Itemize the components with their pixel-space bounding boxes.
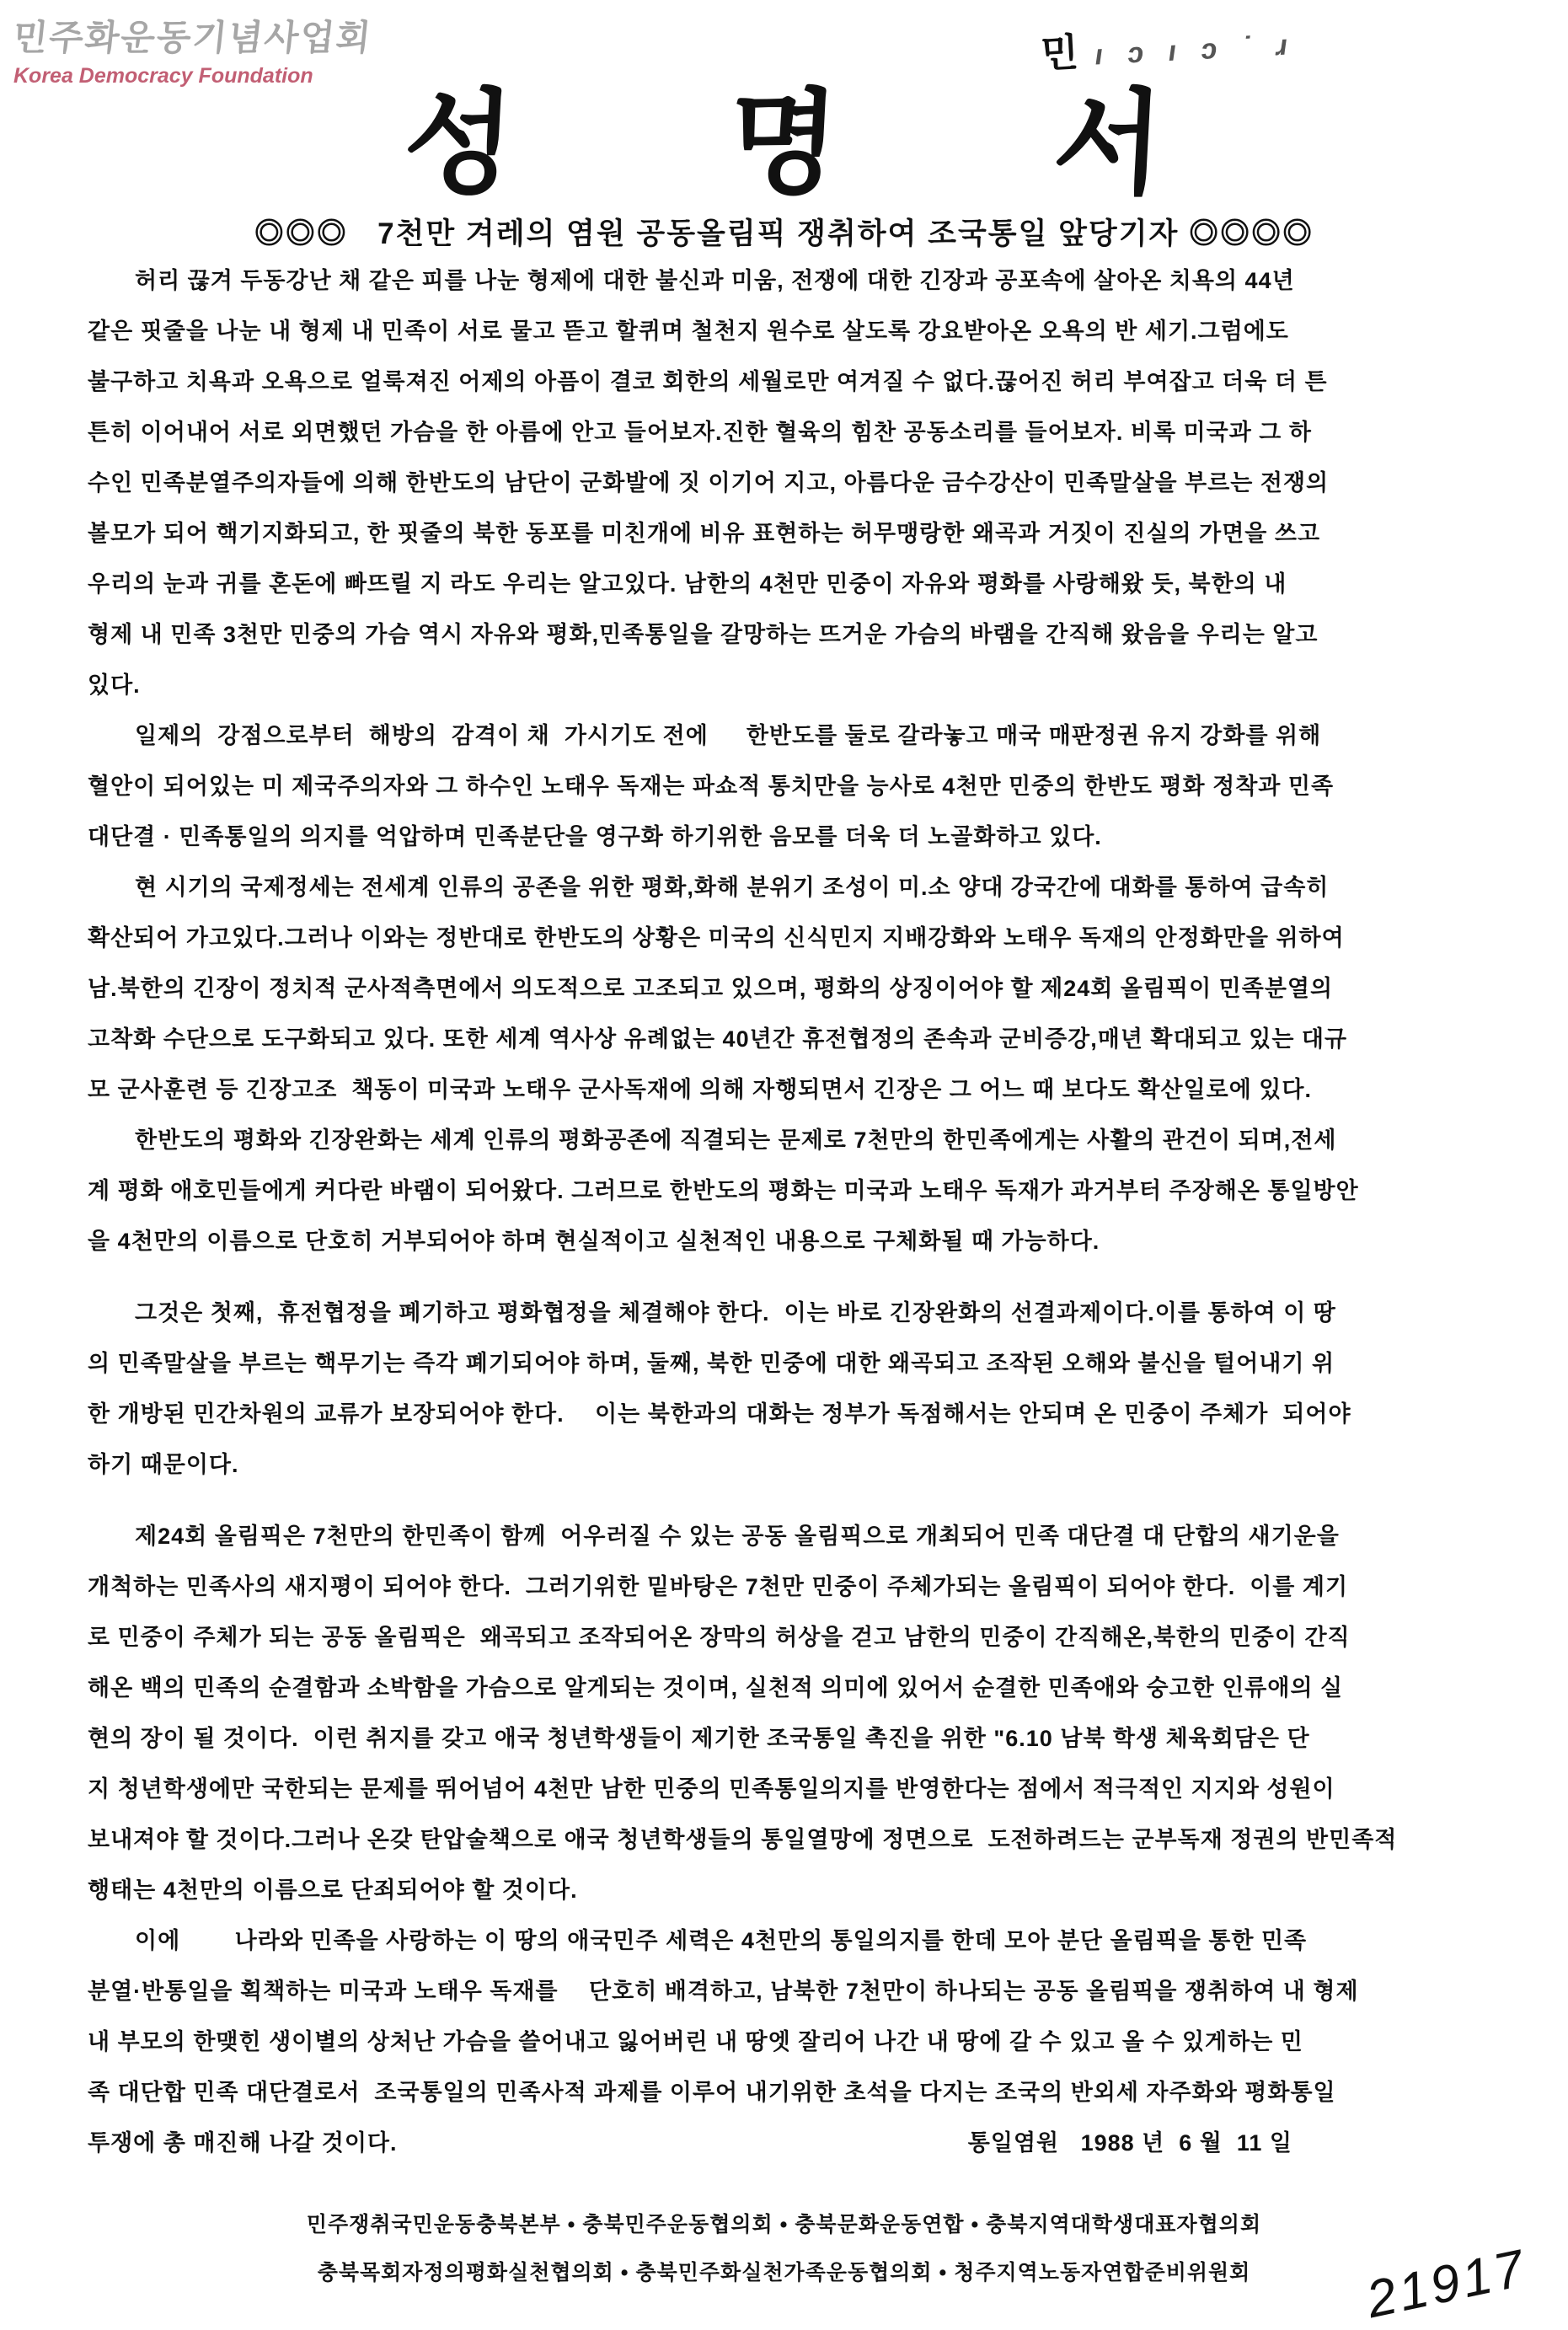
logo-korean-text: 민주화운동기념사업회: [11, 17, 375, 58]
body-line: 분열·반통일을 획책하는 미국과 노태우 독재를 단호히 배격하고, 남북한 7천만이 하나되는 공동 올림픽을 쟁취하여 내 형제: [88, 1979, 1359, 2004]
paragraph: [88, 710, 1469, 862]
title-row: [0, 52, 1568, 216]
body-line: 해온 백의 민족의 순결함과 소박함을 가슴으로 알게되는 것이며, 실천적 의미에 있어서 순결한 민족애와 숭고한 인류애의 실: [88, 1675, 1344, 1701]
body-line: 로 민중이 주체가 되는 공동 올림픽은 왜곡되고 조작되어온 장막의 허상을 걷고 남한의 민중이 간직해온,북한의 민중이 간직: [88, 1625, 1351, 1650]
body-line: 불구하고 치욕과 오욕으로 얼룩져진 어제의 아픔이 결코 회한의 세월로만 여겨질 수 없다.끊어진 허리 부여잡고 더욱 더 튼: [88, 369, 1328, 394]
body-line: 혈안이 되어있는 미 제국주의자와 그 하수인 노태우 독재는 파쇼적 통치만을 능사로 4천만 민중의 한반도 평화 정착과 민족: [88, 774, 1335, 799]
subtitle-slogan: ◎◎◎ 7천만 겨레의 염원 공동올림픽 쟁취하여 조국통일 앞당기자 ◎◎◎◎: [254, 217, 1314, 250]
body-line: 지 청년학생에만 국한되는 문제를 뛰어넘어 4천만 남한 민중의 민족통일의지를 반영한다는 점에서 적극적인 지지와 성원이: [88, 1776, 1335, 1802]
handwritten-archive-number: 21917: [1361, 2238, 1533, 2330]
logo-english-text: Korea Democracy Foundation: [13, 64, 313, 88]
body-line: 제24회 올림픽은 7천만의 한민족이 함께 어우러질 수 있는 공동 올림픽으로 개최되어 민족 대단결 대 단합의 새기운을: [88, 1524, 1340, 1549]
page-title: 성명서: [400, 76, 1382, 210]
body-line: 남.북한의 긴장이 정치적 군사적측면에서 의도적으로 고조되고 있으며, 평화의 상징이어야 할 제24회 올림픽이 민족분열의: [88, 976, 1334, 1001]
body-text: [88, 255, 1469, 2168]
body-line: 한 개방된 민간차원의 교류가 보장되어야 한다. 이는 북한과의 대화는 정부가 독점해서는 안되며 온 민중이 주체가 되어야: [88, 1401, 1351, 1427]
body-line: 우리의 눈과 귀를 혼돈에 빠뜨릴 지 라도 우리는 알고있다. 남한의 4천만 민중이 자유와 평화를 사랑해왔 듯, 북한의 내: [88, 571, 1287, 597]
footer-line: 민주쟁취국민운동충북본부 • 충북민주운동협의회 • 충북문화운동연합 • 충북지역대학생대표자협의회: [306, 2213, 1262, 2236]
paragraph-list: [88, 255, 1469, 2118]
paragraph: [88, 862, 1469, 1115]
body-line: 을 4천만의 이름으로 단호히 거부되어야 하며 현실적이고 실천적인 내용으로 구체화될 때 가능하다.: [88, 1229, 1100, 1254]
body-line: 계 평화 애호민들에게 커다란 바램이 되어왔다. 그러므로 한반도의 평화는 미국과 노태우 독재가 과거부터 주장해온 통일방안: [88, 1178, 1359, 1203]
date-stamp: 통일염원 1988 년 6 월 11 일: [967, 2130, 1292, 2156]
body-line: 일제의 강점으로부터 해방의 감격이 채 가시기도 전에 한반도를 둘로 갈라놓고 매국 매판정권 유지 강화를 위해: [88, 723, 1322, 748]
body-line: 대단결 · 민족통일의 의지를 억압하며 민족분단을 영구화 하기위한 음모를 더욱 더 노골화하고 있다.: [88, 824, 1102, 849]
footer-line: 충북목회자정의평화실천협의회 • 충북민주화실천가족운동협의회 • 청주지역노동자연합준비위원회: [317, 2261, 1251, 2284]
body-line: 한반도의 평화와 긴장완화는 세계 인류의 평화공존에 직결되는 문제로 7천만의 한민족에게는 사활의 관건이 되며,전세: [88, 1128, 1337, 1153]
body-line: 모 군사훈련 등 긴장고조 책동이 미국과 노태우 군사독재에 의해 자행되면서 긴장은 그 어느 때 보다도 확산일로에 있다.: [88, 1077, 1312, 1102]
handwritten-char: 민: [1040, 29, 1080, 76]
body-line: 같은 핏줄을 나눈 내 형제 내 민족이 서로 물고 뜯고 할퀴며 철천지 원수로 살도록 강요받아온 오욕의 반 세기.그럼에도: [88, 319, 1289, 344]
paragraph: [88, 255, 1469, 710]
body-line: 내 부모의 한맺힌 생이별의 상처난 가슴을 쓸어내고 잃어버린 내 땅엣 잘리어 나간 내 땅에 갈 수 있고 올 수 있게하는 민: [88, 2029, 1303, 2054]
closing-row: [88, 2118, 1469, 2168]
body-line: 볼모가 되어 핵기지화되고, 한 핏줄의 북한 동포를 미친개에 비유 표현하는 허무맹랑한 왜곡과 거짓이 진실의 가면을 쓰고: [88, 521, 1321, 546]
body-line: 개척하는 민족사의 새지평이 되어야 한다. 그러기위한 밑바탕은 7천만 민중이 주체가되는 올림픽이 되어야 한다. 이를 계기: [88, 1574, 1349, 1599]
body-line: 이에 나라와 민족을 사랑하는 이 땅의 애국민주 세력은 4천만의 통일의지를 한데 모아 분단 올림픽을 통한 민족: [88, 1928, 1308, 1953]
handwritten-scribble: ı ɔ ı ɔ ˙ ɹ: [1078, 29, 1297, 72]
body-line: 형제 내 민족 3천만 민중의 가슴 역시 자유와 평화,민족통일을 갈망하는 뜨거운 가슴의 바램을 간직해 왔음을 우리는 알고: [88, 622, 1319, 647]
paragraph: [88, 1915, 1469, 2118]
body-line: 보내져야 할 것이다.그러나 온갖 탄압술책으로 애국 청년학생들의 통일열망에 정면으로 도전하려드는 군부독재 정권의 반민족적: [88, 1827, 1398, 1852]
paragraph: [88, 1511, 1469, 1915]
body-line: 현의 장이 될 것이다. 이런 취지를 갖고 애국 청년학생들이 제기한 조국통일 촉진을 위한 "6.10 남북 학생 체육회담은 단: [88, 1726, 1310, 1751]
body-line: 허리 끊겨 두동강난 채 같은 피를 나눈 형제에 대한 불신과 미움, 전쟁에 대한 긴장과 공포속에 살아온 치욕의 44년: [88, 268, 1295, 293]
body-line: 튼히 이어내어 서로 외면했던 가슴을 한 아름에 안고 들어보자.진한 혈육의 힘찬 공동소리를 들어보자. 비록 미국과 그 하: [88, 420, 1312, 445]
body-line: 족 대단합 민족 대단결로서 조국통일의 민족사적 과제를 이루어 내기위한 초석을 다지는 조국의 반외세 자주화와 평화통일: [88, 2080, 1336, 2105]
body-line: 현 시기의 국제정세는 전세계 인류의 공존을 위한 평화,화해 분위기 조성이 미.소 양대 강국간에 대화를 통하여 급속히: [88, 875, 1330, 900]
paragraph: [88, 1288, 1469, 1490]
closing-line: 투쟁에 총 매진해 나갈 것이다.: [88, 2130, 398, 2156]
body-line: 있다.: [88, 672, 141, 698]
body-line: 의 민족말살을 부르는 핵무기는 즉각 폐기되어야 하며, 둘째, 북한 민중에 대한 왜곡되고 조작된 오해와 불신을 털어내기 위: [88, 1351, 1335, 1376]
signatory-footer: [0, 2201, 1568, 2297]
body-line: 하기 때문이다.: [88, 1452, 239, 1477]
paragraph: [88, 1115, 1469, 1267]
body-line: 그것은 첫째, 휴전협정을 폐기하고 평화협정을 체결해야 한다. 이는 바로 긴장완화의 선결과제이다.이를 통하여 이 땅: [88, 1300, 1336, 1326]
body-line: 고착화 수단으로 도구화되고 있다. 또한 세계 역사상 유례없는 40년간 휴전협정의 존속과 군비증강,매년 확대되고 있는 대규: [88, 1026, 1348, 1052]
body-line: 행태는 4천만의 이름으로 단죄되어야 할 것이다.: [88, 1877, 578, 1903]
body-line: 수인 민족분열주의자들에 의해 한반도의 남단이 군화발에 짓 이기어 지고, 아름다운 금수강산이 민족말살을 부르는 전쟁의: [88, 470, 1330, 495]
body-line: 확산되어 가고있다.그러나 이와는 정반대로 한반도의 상황은 미국의 신식민지 지배강화와 노태우 독재의 안정화만을 위하여: [88, 925, 1345, 951]
